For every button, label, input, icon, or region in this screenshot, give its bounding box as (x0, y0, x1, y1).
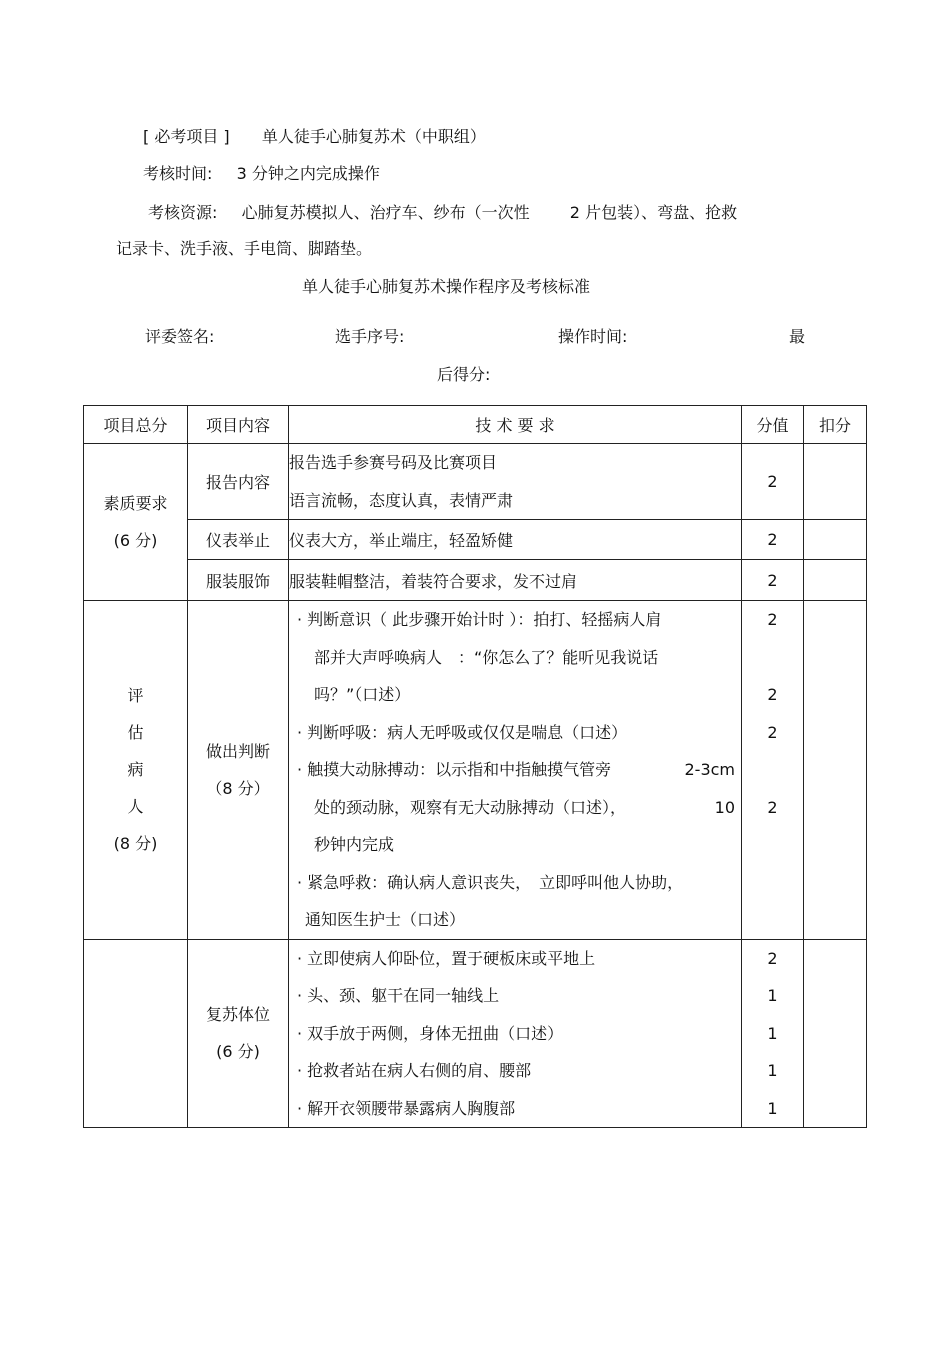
time-label: 考核时间: (143, 164, 213, 183)
exam-time-line (143, 161, 380, 184)
requirement-line (297, 789, 741, 827)
table-row (84, 560, 867, 601)
requirement-line: · 判断呼吸：病人无呼吸或仅仅是喘息（口述） (297, 722, 628, 742)
requirement-line: · 紧急呼救：确认病人意识丧失， 立即呼叫他人协助， (297, 872, 684, 892)
score-value: 2 (767, 722, 778, 742)
requirement-position (289, 939, 742, 1128)
requirement-line: · 抢救者站在病人右侧的肩、腰部 (297, 1061, 532, 1080)
score-value: 1 (767, 1098, 778, 1118)
requirement-text: · 触摸大动脉搏动：以示指和中指触摸气管旁 (297, 760, 612, 779)
operation-time-label: 操作时间: (558, 327, 628, 346)
requirement-line (297, 751, 741, 789)
content-attire: 服装服饰 (188, 560, 289, 601)
final-score-label-a: 最 (789, 327, 806, 346)
time-value: 3 分钟之内完成操作 (236, 164, 380, 183)
final-score-label-b: 后得分: (437, 365, 491, 384)
score-value: 2 (767, 948, 778, 968)
deduction-cell (804, 444, 867, 520)
score-value: 2 (767, 610, 778, 629)
requirement-line: 报告选手参赛号码及比赛项目 (289, 453, 498, 472)
content-judge (188, 601, 289, 940)
content-position-title: 复苏体位 (205, 1005, 270, 1025)
requirement-line: · 判断意识（ 此步骤开始计时 ）：拍打、轻摇病人肩 (297, 610, 662, 629)
score-cell: 2 (742, 520, 804, 560)
deduction-cell (804, 601, 867, 940)
score-cell (742, 601, 804, 940)
document-title: 单人徒手心肺复苏术操作程序及考核标准 (302, 277, 591, 296)
header-content: 项目内容 (188, 406, 289, 444)
content-judge-title: 做出判断 (205, 741, 270, 761)
header-total: 项目总分 (84, 406, 188, 444)
group-quality (84, 444, 188, 601)
table-row (84, 444, 867, 520)
content-report: 报告内容 (188, 444, 289, 520)
requirement-line: · 双手放于两侧，身体无扭曲（口述） (297, 1023, 564, 1043)
score-value (742, 639, 803, 677)
content-appearance: 仪表举止 (188, 520, 289, 560)
judge-signature-label: 评委签名: (145, 327, 215, 346)
header-score: 分值 (742, 406, 804, 444)
group-assess-char: 估 (127, 723, 144, 743)
resources-value-b: 2 片包装）、弯盘、抢救 (569, 203, 738, 222)
requirement-report (289, 444, 742, 520)
header-deduction: 扣分 (804, 406, 867, 444)
requirement-line: · 头、颈、躯干在同一轴线上 (297, 986, 500, 1005)
project-label: [ 必考项目 ] (143, 127, 230, 146)
group-assess (84, 601, 188, 940)
requirement-tail: 2-3cm (684, 760, 735, 779)
requirement-line: 语言流畅，态度认真，表情严肃 (289, 490, 514, 510)
score-value: 2 (767, 797, 778, 817)
project-line (143, 124, 486, 147)
score-value (742, 864, 803, 902)
score-cell (742, 939, 804, 1128)
header-requirements: 技 术 要 求 (289, 406, 742, 444)
table-row (84, 520, 867, 560)
requirement-line: · 解开衣领腰带暴露病人胸腹部 (297, 1098, 516, 1118)
resources-value-c: 记录卡、洗手液、手电筒、脚踏垫。 (116, 239, 373, 258)
score-value (742, 751, 803, 789)
content-position-points: (6 分) (216, 1042, 260, 1062)
project-title: 单人徒手心肺复苏术（中职组） (261, 127, 486, 146)
group-quality-title: 素质要求 (103, 494, 168, 513)
table-row (84, 601, 867, 940)
group-position-total (84, 939, 188, 1128)
score-value: 2 (767, 685, 778, 704)
group-quality-points: (6 分) (113, 531, 158, 550)
table-header-row (84, 406, 867, 444)
score-value (742, 901, 803, 939)
requirement-text: 处的颈动脉，观察有无大动脉搏动（口述）， (314, 797, 627, 817)
resources-label: 考核资源: (148, 203, 218, 222)
requirement-line: 吗？”（口述） (314, 685, 411, 704)
requirement-attire: 服装鞋帽整洁，着装符合要求，发不过肩 (289, 560, 742, 601)
score-cell: 2 (742, 560, 804, 601)
deduction-cell (804, 939, 867, 1128)
requirement-appearance: 仪表大方，举止端庄，轻盈矫健 (289, 520, 742, 560)
group-assess-points: (8 分) (113, 834, 158, 854)
score-value (742, 826, 803, 864)
score-value: 1 (767, 1061, 778, 1080)
group-assess-char: 评 (127, 686, 144, 706)
score-value: 1 (767, 986, 778, 1005)
score-cell: 2 (742, 444, 804, 520)
resources-value-a: 心肺复苏模拟人、治疗车、纱布（一次性 (241, 203, 530, 222)
requirement-line: 通知医生护士（口述） (305, 910, 466, 929)
requirement-tail: 10 (714, 797, 735, 817)
requirement-judge (289, 601, 742, 940)
group-assess-char: 病 (127, 760, 144, 780)
score-value: 1 (767, 1023, 778, 1043)
content-position (188, 939, 289, 1128)
group-assess-char: 人 (127, 797, 144, 817)
deduction-cell (804, 520, 867, 560)
deduction-cell (804, 560, 867, 601)
resources-line (148, 200, 737, 223)
requirement-line: · 立即使病人仰卧位，置于硬板床或平地上 (297, 948, 596, 968)
scoring-table (83, 405, 867, 1128)
requirement-line: 秒钟内完成 (314, 835, 395, 854)
content-judge-points: （8 分） (206, 778, 270, 798)
requirement-line: 部并大声呼唤病人 ：“你怎么了？能听见我说话 (314, 647, 659, 667)
contestant-number-label: 选手序号: (335, 327, 405, 346)
table-row (84, 939, 867, 1128)
